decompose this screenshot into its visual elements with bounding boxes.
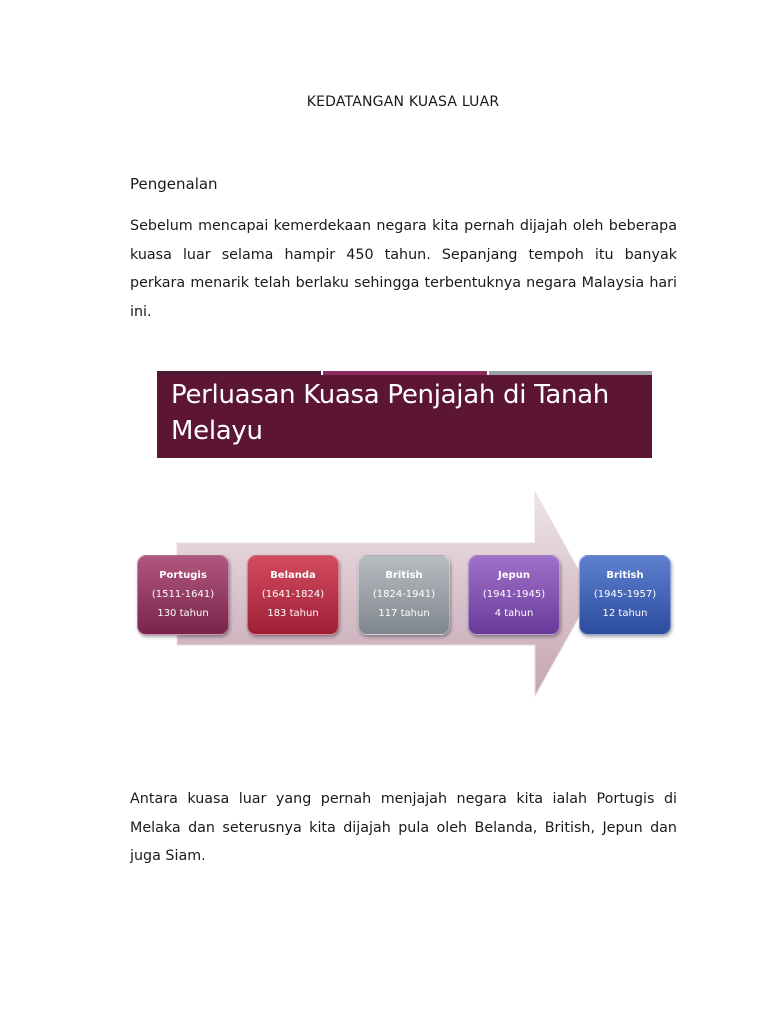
timeline-box-jepun: [468, 555, 560, 635]
timeline-duration: 183 tahun: [267, 608, 319, 619]
timeline-box-belanda: [247, 555, 339, 635]
timeline-duration: 117 tahun: [378, 608, 430, 619]
timeline-name: British: [606, 570, 644, 581]
timeline-duration: 12 tahun: [602, 608, 648, 619]
slide-figure: [130, 366, 678, 706]
timeline-name: Portugis: [159, 570, 207, 581]
timeline-period: (1511-1641): [151, 589, 215, 600]
timeline-duration: 4 tahun: [494, 608, 534, 619]
intro-paragraph: Sebelum mencapai kemerdekaan negara kita pernah dijajah oleh beberapa kuasa luar selama hampir 450 tahun. Sepanjang tempoh itu banyak perkara menarik telah berlaku sehingga terbentuknya negara Malaysia hari ini.: [130, 218, 677, 321]
timeline-name: Jepun: [498, 570, 530, 581]
timeline-period: (1824-1941): [372, 589, 436, 600]
timeline-period: (1941-1945): [482, 589, 546, 600]
timeline-box-british-1: [358, 555, 450, 635]
section-heading: Pengenalan: [130, 175, 218, 193]
timeline-period: (1641-1824): [261, 589, 325, 600]
timeline-box-british-2: [579, 555, 671, 635]
slide-title: Perluasan Kuasa Penjajah di Tanah Melayu: [171, 380, 609, 446]
timeline-box-portugis: [137, 555, 229, 635]
closing-paragraph: Antara kuasa luar yang pernah menjajah negara kita ialah Portugis di Melaka dan seterusnya kita dijajah pula oleh Belanda, British, Jepun dan juga Siam.: [130, 791, 677, 865]
timeline-name: Belanda: [270, 570, 316, 581]
timeline-duration: 130 tahun: [157, 608, 209, 619]
timeline-name: British: [385, 570, 423, 581]
timeline-arrow: [130, 366, 678, 706]
document-title: KEDATANGAN KUASA LUAR: [306, 94, 500, 110]
timeline-period: (1945-1957): [593, 589, 657, 600]
